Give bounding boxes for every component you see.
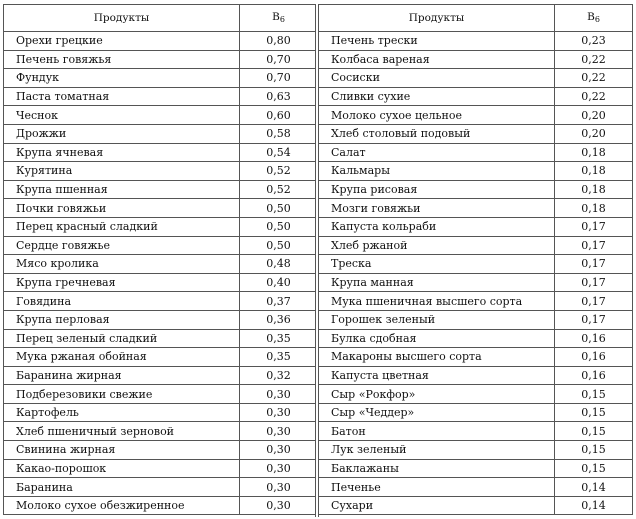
b6-value-cell: 0,52 [240, 180, 318, 199]
table-row [4, 273, 318, 292]
product-name-cell: Колбаса вареная [319, 50, 555, 69]
b6-value-cell: 0,17 [555, 292, 633, 311]
b6-value-cell: 0,23 [555, 32, 633, 51]
table-row [4, 496, 318, 515]
table-row [319, 143, 633, 162]
table-row [319, 106, 633, 125]
b6-value-cell: 0,48 [240, 255, 318, 274]
b6-value-cell: 0,18 [555, 143, 633, 162]
table-row [4, 87, 318, 106]
table-row [319, 87, 633, 106]
b6-value-cell: 0,35 [240, 329, 318, 348]
header-b6-sub: 6 [279, 14, 285, 24]
product-name-cell: Перец зеленый сладкий [4, 329, 240, 348]
table-row [319, 273, 633, 292]
header-products: Продукты [319, 5, 555, 32]
b6-value-cell: 0,20 [555, 124, 633, 143]
product-name-cell: Кальмары [319, 162, 555, 181]
product-name-cell: Сыр «Рокфор» [319, 385, 555, 404]
b6-value-cell: 0,30 [240, 496, 318, 515]
table-row [4, 403, 318, 422]
product-name-cell: Печенье [319, 478, 555, 497]
b6-value-cell: 0,16 [555, 348, 633, 367]
product-name-cell: Крупа гречневая [4, 273, 240, 292]
product-name-cell: Печень говяжья [4, 50, 240, 69]
b6-value-cell: 0,30 [240, 478, 318, 497]
product-name-cell: Батон [319, 422, 555, 441]
product-name-cell: Салат [319, 143, 555, 162]
product-name-cell: Хлеб ржаной [319, 236, 555, 255]
b6-value-cell: 0,50 [240, 236, 318, 255]
table-row [319, 32, 633, 51]
b6-value-cell: 0,15 [555, 459, 633, 478]
b6-value-cell: 0,17 [555, 217, 633, 236]
b6-value-cell: 0,22 [555, 50, 633, 69]
table-row [319, 162, 633, 181]
b6-value-cell: 0,15 [555, 441, 633, 460]
product-name-cell: Крупа манная [319, 273, 555, 292]
table-right-body [319, 32, 633, 515]
product-name-cell: Хлеб столовый подовый [319, 124, 555, 143]
product-name-cell: Сливки сухие [319, 87, 555, 106]
header-b6-base: B [272, 10, 280, 23]
b6-value-cell: 0,20 [555, 106, 633, 125]
product-name-cell: Сердце говяжье [4, 236, 240, 255]
table-row [319, 69, 633, 88]
product-name-cell: Крупа ячневая [4, 143, 240, 162]
product-name-cell: Сосиски [319, 69, 555, 88]
b6-value-cell: 0,50 [240, 199, 318, 218]
b6-value-cell: 0,22 [555, 69, 633, 88]
table-row [319, 180, 633, 199]
table-row [319, 385, 633, 404]
b6-value-cell: 0,36 [240, 310, 318, 329]
b6-value-cell: 0,58 [240, 124, 318, 143]
table-header-row [319, 5, 633, 32]
product-name-cell: Мясо кролика [4, 255, 240, 274]
b6-value-cell: 0,80 [240, 32, 318, 51]
table-row [4, 199, 318, 218]
product-name-cell: Мозги говяжьи [319, 199, 555, 218]
b6-value-cell: 0,60 [240, 106, 318, 125]
product-name-cell: Булка сдобная [319, 329, 555, 348]
table-row [319, 329, 633, 348]
product-name-cell: Картофель [4, 403, 240, 422]
table-row [4, 50, 318, 69]
b6-value-cell: 0,17 [555, 310, 633, 329]
b6-value-cell: 0,16 [555, 329, 633, 348]
table-row [4, 329, 318, 348]
table-row [4, 124, 318, 143]
b6-value-cell: 0,15 [555, 385, 633, 404]
product-name-cell: Баранина жирная [4, 366, 240, 385]
table-row [319, 459, 633, 478]
header-b6-sub: 6 [594, 14, 600, 24]
b6-value-cell: 0,37 [240, 292, 318, 311]
b6-value-cell: 0,18 [555, 199, 633, 218]
product-name-cell: Крупа перловая [4, 310, 240, 329]
table-row [319, 255, 633, 274]
product-name-cell: Чеснок [4, 106, 240, 125]
b6-value-cell: 0,18 [555, 180, 633, 199]
header-products: Продукты [4, 5, 240, 32]
product-name-cell: Баклажаны [319, 459, 555, 478]
table-row [319, 236, 633, 255]
table-row [319, 50, 633, 69]
table-header-row [4, 5, 318, 32]
table-left-body [4, 32, 318, 515]
table-right-half [318, 4, 633, 515]
table-row [4, 106, 318, 125]
table-row [319, 441, 633, 460]
product-name-cell: Капуста кольраби [319, 217, 555, 236]
b6-value-cell: 0,30 [240, 459, 318, 478]
table-row [4, 143, 318, 162]
b6-value-cell: 0,63 [240, 87, 318, 106]
table-row [4, 162, 318, 181]
table-row [4, 385, 318, 404]
b6-value-cell: 0,40 [240, 273, 318, 292]
b6-value-cell: 0,50 [240, 217, 318, 236]
table-row [319, 124, 633, 143]
table-row [319, 422, 633, 441]
table-row [4, 292, 318, 311]
b6-value-cell: 0,18 [555, 162, 633, 181]
header-b6-base: B [587, 10, 595, 23]
product-name-cell: Крупа пшенная [4, 180, 240, 199]
product-name-cell: Крупа рисовая [319, 180, 555, 199]
b6-value-cell: 0,35 [240, 348, 318, 367]
product-name-cell: Подберезовики свежие [4, 385, 240, 404]
product-name-cell: Говядина [4, 292, 240, 311]
product-name-cell: Лук зеленый [319, 441, 555, 460]
product-name-cell: Сыр «Чеддер» [319, 403, 555, 422]
b6-value-cell: 0,15 [555, 403, 633, 422]
product-name-cell: Сухари [319, 496, 555, 515]
b6-value-cell: 0,17 [555, 273, 633, 292]
product-name-cell: Почки говяжьи [4, 199, 240, 218]
product-name-cell: Дрожжи [4, 124, 240, 143]
b6-value-cell: 0,70 [240, 50, 318, 69]
b6-value-cell: 0,54 [240, 143, 318, 162]
header-b6 [240, 5, 318, 32]
product-name-cell: Молоко сухое цельное [319, 106, 555, 125]
b6-value-cell: 0,22 [555, 87, 633, 106]
product-name-cell: Какао-порошок [4, 459, 240, 478]
product-name-cell: Курятина [4, 162, 240, 181]
product-name-cell: Печень трески [319, 32, 555, 51]
product-name-cell: Мука ржаная обойная [4, 348, 240, 367]
table-row [4, 32, 318, 51]
table-row [319, 478, 633, 497]
table-row [319, 403, 633, 422]
table-row [4, 422, 318, 441]
table-row [319, 310, 633, 329]
table-row [4, 236, 318, 255]
table-left-half [3, 4, 318, 515]
b6-value-cell: 0,30 [240, 403, 318, 422]
b6-value-cell: 0,52 [240, 162, 318, 181]
b6-value-cell: 0,15 [555, 422, 633, 441]
table-row [319, 348, 633, 367]
b6-value-cell: 0,30 [240, 441, 318, 460]
product-name-cell: Хлеб пшеничный зерновой [4, 422, 240, 441]
table-row [4, 441, 318, 460]
b6-value-cell: 0,14 [555, 496, 633, 515]
table-row [4, 459, 318, 478]
table-row [4, 255, 318, 274]
b6-value-cell: 0,17 [555, 255, 633, 274]
table-row [4, 69, 318, 88]
table-row [4, 478, 318, 497]
b6-value-cell: 0,17 [555, 236, 633, 255]
product-name-cell: Треска [319, 255, 555, 274]
b6-value-cell: 0,32 [240, 366, 318, 385]
table-row [319, 199, 633, 218]
product-name-cell: Перец красный сладкий [4, 217, 240, 236]
table-row [319, 292, 633, 311]
product-name-cell: Капуста цветная [319, 366, 555, 385]
table-row [4, 366, 318, 385]
table-row [319, 217, 633, 236]
b6-value-cell: 0,70 [240, 69, 318, 88]
b6-value-cell: 0,30 [240, 385, 318, 404]
product-name-cell: Свинина жирная [4, 441, 240, 460]
table-row [4, 310, 318, 329]
product-name-cell: Молоко сухое обезжиренное [4, 496, 240, 515]
table-row [319, 366, 633, 385]
table-row [4, 180, 318, 199]
product-name-cell: Баранина [4, 478, 240, 497]
product-name-cell: Горошек зеленый [319, 310, 555, 329]
table-row [4, 217, 318, 236]
product-name-cell: Мука пшеничная высшего сорта [319, 292, 555, 311]
product-name-cell: Орехи грецкие [4, 32, 240, 51]
product-name-cell: Паста томатная [4, 87, 240, 106]
table-row [319, 496, 633, 515]
b6-value-cell: 0,30 [240, 422, 318, 441]
header-b6 [555, 5, 633, 32]
table-row [4, 348, 318, 367]
b6-value-cell: 0,14 [555, 478, 633, 497]
product-name-cell: Фундук [4, 69, 240, 88]
b6-value-cell: 0,16 [555, 366, 633, 385]
product-name-cell: Макароны высшего сорта [319, 348, 555, 367]
